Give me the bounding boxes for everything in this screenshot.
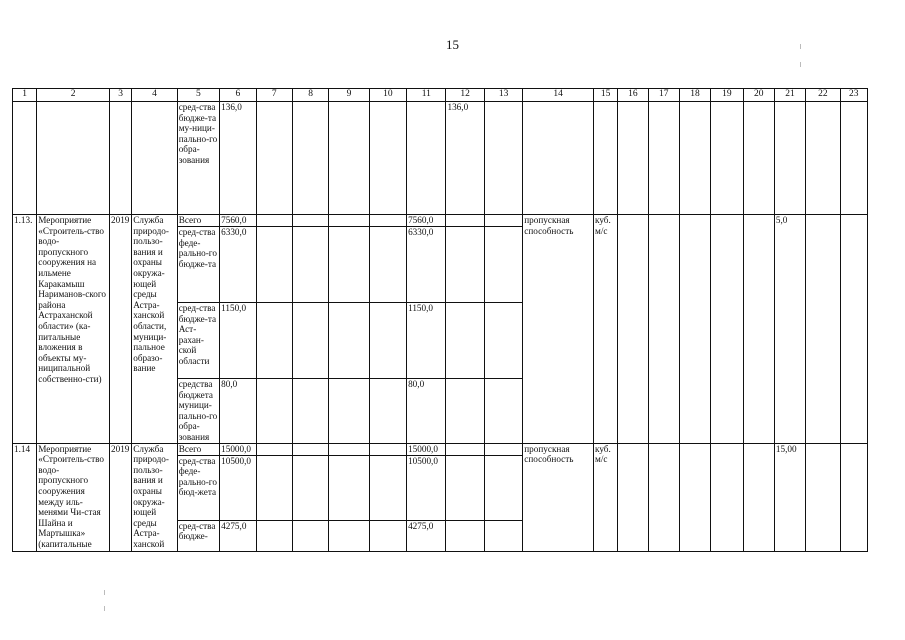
funding-source: средства бюджета муници-пально-го обра-зования <box>177 379 219 444</box>
col-header: 2 <box>37 89 110 102</box>
indicator-name: пропускная способность <box>523 215 594 444</box>
funding-source: Всего <box>177 215 219 227</box>
amount-cell: 80,0 <box>407 379 446 444</box>
funding-source: Всего <box>177 443 219 455</box>
scan-artifact <box>800 44 801 49</box>
col-header: 12 <box>446 89 484 102</box>
funding-source: сред-ства бюдже-та му-ници-пально-го обра-зования <box>177 102 219 215</box>
item-name: Мероприятие «Строитель-ство водо-пропускного сооружения между иль-менями Чи-стая Шайна и Мартышка» (капитальные <box>37 443 110 551</box>
item-number: 1.14 <box>13 443 37 551</box>
amount-cell: 136,0 <box>446 102 484 215</box>
header-row <box>13 89 868 102</box>
indicator-name: пропускная способность <box>523 443 594 551</box>
col-header: 7 <box>256 89 292 102</box>
unit-of-measure: куб. м/с <box>594 443 618 551</box>
col-header: 14 <box>523 89 594 102</box>
indicator-value: 5,0 <box>774 215 805 444</box>
col-header: 15 <box>594 89 618 102</box>
page-number: 15 <box>446 37 459 52</box>
item-year: 2019 <box>110 215 132 444</box>
col-header: 11 <box>407 89 446 102</box>
col-header: 20 <box>743 89 774 102</box>
item-name: Мероприятие «Строитель-ство водо-пропускного сооружения на ильмене Каракамыш Нариманов-ского района Астраханской области» (ка-питальные вложения в объекты му-ниципальной собственно-сти) <box>37 215 110 444</box>
amount-cell: 6330,0 <box>220 227 256 303</box>
funding-source: сред-ства феде-рально-го бюдже-та <box>177 227 219 303</box>
item-executor: Служба природо-пользо-вания и охраны окружа-ющей среды Астра-ханской области, муници-пальное образо-вание <box>132 215 177 444</box>
amount-cell: 1150,0 <box>220 303 256 379</box>
amount-cell: 10500,0 <box>220 455 256 520</box>
col-header: 10 <box>369 89 406 102</box>
amount-cell: 6330,0 <box>407 227 446 303</box>
col-header: 13 <box>484 89 522 102</box>
amount-cell: 15000,0 <box>407 443 446 455</box>
item-year: 2019 <box>110 443 132 551</box>
funding-source: сред-ства бюдже- <box>177 520 219 551</box>
col-header: 22 <box>806 89 840 102</box>
col-header: 23 <box>840 89 867 102</box>
col-header: 17 <box>648 89 679 102</box>
amount-cell: 80,0 <box>220 379 256 444</box>
item-number: 1.13. <box>13 215 37 444</box>
scan-artifact <box>104 606 105 611</box>
funding-source: сред-ства бюдже-та Аст-рахан-ской области <box>177 303 219 379</box>
scan-artifact <box>800 62 801 67</box>
col-header: 16 <box>618 89 648 102</box>
amount-cell: 7560,0 <box>220 215 256 227</box>
amount-cell: 1150,0 <box>407 303 446 379</box>
table-row <box>13 443 868 455</box>
indicator-value: 15,00 <box>774 443 805 551</box>
amount-cell: 4275,0 <box>407 520 446 551</box>
item-executor: Служба природо-пользо-вания и охраны окружа-ющей среды Астра-ханской <box>132 443 177 551</box>
col-header: 18 <box>679 89 710 102</box>
col-header: 8 <box>292 89 328 102</box>
col-header: 9 <box>329 89 369 102</box>
amount-cell: 10500,0 <box>407 455 446 520</box>
col-header: 6 <box>220 89 256 102</box>
col-header: 5 <box>177 89 219 102</box>
amount-cell: 15000,0 <box>220 443 256 455</box>
col-header: 3 <box>110 89 132 102</box>
col-header: 21 <box>774 89 805 102</box>
amount-cell: 4275,0 <box>220 520 256 551</box>
scan-artifact <box>104 590 105 595</box>
unit-of-measure: куб. м/с <box>594 215 618 444</box>
funding-source: сред-ства феде-рально-го бюд-жета <box>177 455 219 520</box>
col-header: 4 <box>132 89 177 102</box>
col-header: 19 <box>711 89 743 102</box>
col-header: 1 <box>13 89 37 102</box>
amount-cell: 7560,0 <box>407 215 446 227</box>
budget-table <box>12 88 868 552</box>
continuation-row <box>13 102 868 215</box>
table-row <box>13 215 868 227</box>
amount-cell: 136,0 <box>220 102 256 215</box>
